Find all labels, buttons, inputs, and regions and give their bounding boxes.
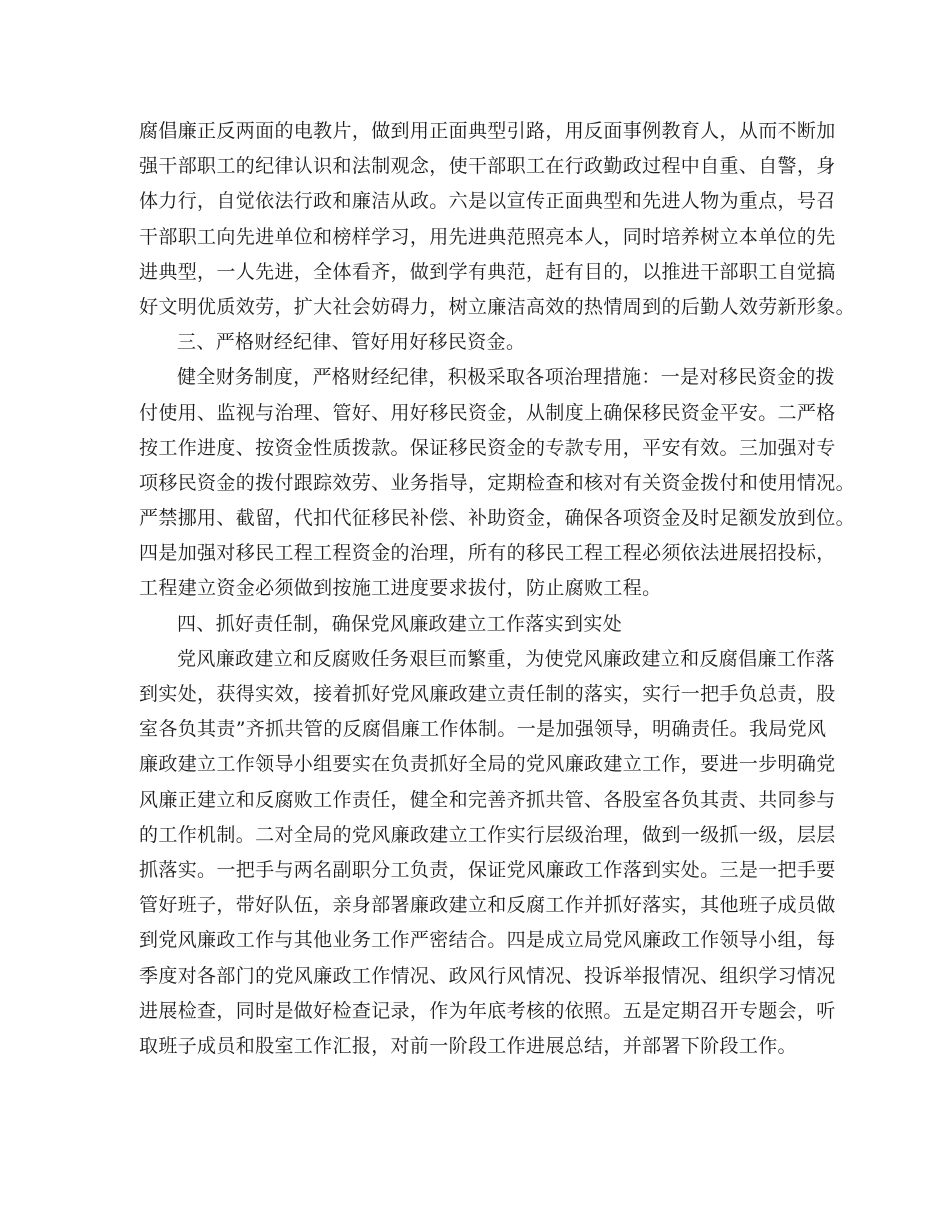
- text-line: 体力行，自觉依法行政和廉洁从政。六是以宣传正面典型和先进人物为重点，号召: [139, 190, 836, 213]
- text-line: 强干部职工的纪律认识和法制观念，使干部职工在行政勤政过程中自重、自警，身: [139, 155, 836, 178]
- body-text: [139, 114, 855, 1064]
- text-line: 到党风廉政工作与其他业务工作严密结合。四是成立局党风廉政工作领导小组，每: [139, 929, 836, 952]
- text-line: 付使用、监视与治理、管好、用好移民资金，从制度上确保移民资金平安。二严格: [139, 401, 836, 424]
- text-line: 好文明优质效劳，扩大社会妨碍力，树立廉洁高效的热情周到的后勤人效劳新形象。: [139, 295, 855, 318]
- text-line: 取班子成员和股室工作汇报，对前一阶段工作进展总结，并部署下阶段工作。: [139, 1034, 797, 1057]
- text-line: 季度对各部门的党风廉政工作情况、政风行风情况、投诉举报情况、组织学习情况: [139, 964, 836, 987]
- document-page: [139, 114, 855, 1064]
- text-line: 进展检查，同时是做好检查记录，作为年底考核的依照。五是定期召开专题会，听: [139, 999, 836, 1022]
- text-line: 工程建立资金必须做到按施工进度要求拔付，防止腐败工程。: [139, 577, 662, 600]
- text-line: 进典型，一人先进，全体看齐，做到学有典范，赶有目的，以推进干部职工自觉搞: [139, 260, 836, 283]
- text-line: 风廉正建立和反腐败工作责任，健全和完善齐抓共管、各股室各负其责、共同参与: [139, 788, 836, 811]
- text-line: 三、严格财经纪律、管好用好移民资金。: [177, 331, 526, 354]
- text-line: 室各负其责”齐抓共管的反腐倡廉工作体制。一是加强领导，明确责任。我局党风: [139, 718, 827, 741]
- text-line: 干部职工向先进单位和榜样学习，用先进典范照亮本人，同时培养树立本单位的先: [139, 225, 836, 248]
- text-line: 健全财务制度，严格财经纪律，积极采取各项治理措施：一是对移民资金的拨: [177, 366, 835, 389]
- text-line: 项移民资金的拨付跟踪效劳、业务指导，定期检查和核对有关资金拨付和使用情况。: [139, 471, 855, 494]
- text-line: 到实处，获得实效，接着抓好党风廉政建立责任制的落实，实行一把手负总责，股: [139, 683, 836, 705]
- text-line: 四是加强对移民工程工程资金的治理，所有的移民工程工程必须依法进展招投标，: [139, 542, 836, 565]
- text-line: 党风廉政建立和反腐败任务艰巨而繁重，为使党风廉政建立和反腐倡廉工作落: [177, 647, 835, 670]
- text-line: 管好班子，带好队伍，亲身部署廉政建立和反腐工作并抓好落实，其他班子成员做: [139, 894, 836, 917]
- text-line: 廉政建立工作领导小组要实在负责抓好全局的党风廉政建立工作，要进一步明确党: [139, 753, 836, 776]
- text-line: 按工作进度、按资金性质拨款。保证移民资金的专款专用，平安有效。三加强对专: [139, 436, 836, 459]
- text-line: 腐倡廉正反两面的电教片，做到用正面典型引路，用反面事例教育人，从而不断加: [139, 120, 836, 142]
- text-line: 的工作机制。二对全局的党风廉政建立工作实行层级治理，做到一级抓一级，层层: [139, 823, 836, 846]
- text-line: 抓落实。一把手与两名副职分工负责，保证党风廉政工作落到实处。三是一把手要: [139, 858, 836, 881]
- text-line: 严禁挪用、截留，代扣代征移民补偿、补助资金，确保各项资金及时足额发放到位。: [139, 507, 855, 530]
- text-line: 四、抓好责任制，确保党风廉政建立工作落实到实处: [177, 612, 623, 635]
